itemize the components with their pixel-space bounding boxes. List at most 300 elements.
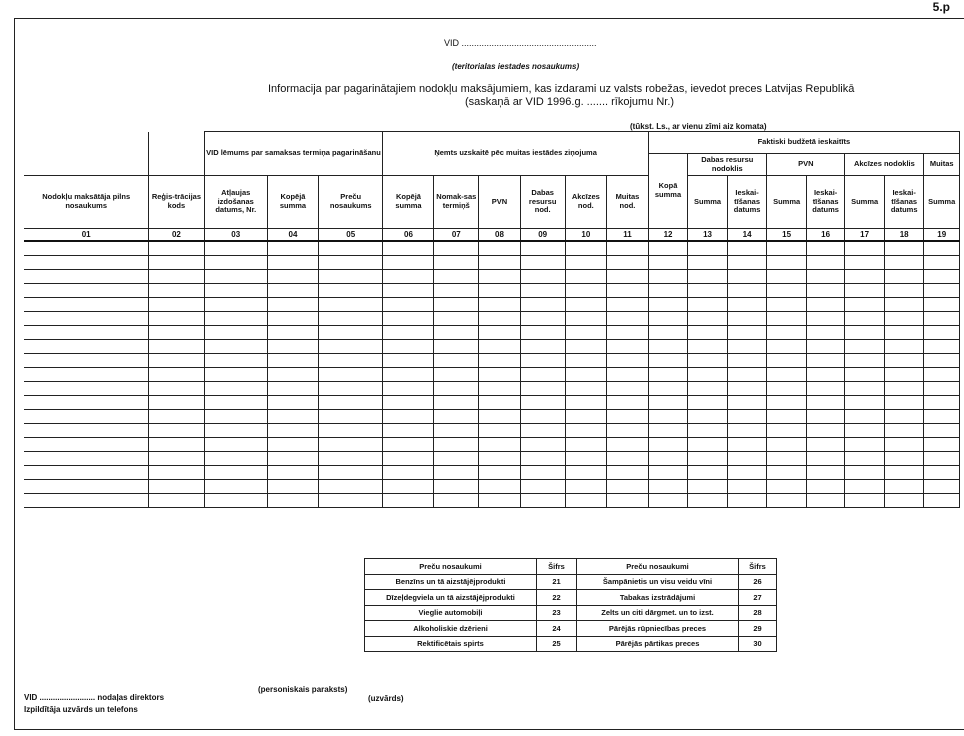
table-cell — [727, 284, 767, 298]
table-cell — [479, 494, 521, 508]
table-cell — [884, 354, 924, 368]
table-cell — [648, 410, 688, 424]
group-budget: Faktiski budžetā ieskaitīts — [648, 132, 959, 154]
table-cell — [434, 424, 479, 438]
column-number: 09 — [520, 229, 565, 242]
table-cell — [806, 396, 844, 410]
table-cell — [767, 284, 807, 298]
table-cell — [318, 396, 383, 410]
table-cell — [479, 284, 521, 298]
table-cell — [520, 480, 565, 494]
table-row — [24, 480, 960, 494]
table-cell — [727, 480, 767, 494]
table-cell — [924, 424, 960, 438]
table-cell — [565, 326, 607, 340]
table-row — [24, 256, 960, 270]
table-cell — [806, 270, 844, 284]
table-cell — [806, 466, 844, 480]
table-cell — [24, 382, 149, 396]
table-cell — [845, 452, 885, 466]
table-cell — [204, 410, 267, 424]
table-cell — [318, 438, 383, 452]
col-taken-total: Kopējā summa — [383, 176, 434, 229]
table-cell — [727, 382, 767, 396]
table-cell — [479, 368, 521, 382]
table-cell — [688, 354, 728, 368]
table-cell — [688, 396, 728, 410]
table-cell — [383, 396, 434, 410]
table-cell — [318, 382, 383, 396]
table-cell — [267, 354, 318, 368]
table-cell — [267, 396, 318, 410]
table-cell — [267, 438, 318, 452]
table-cell — [24, 480, 149, 494]
table-cell — [924, 368, 960, 382]
table-cell — [318, 494, 383, 508]
table-cell — [565, 466, 607, 480]
table-cell — [806, 452, 844, 466]
table-cell — [520, 270, 565, 284]
table-cell — [924, 396, 960, 410]
col-sum-cut: Summa — [924, 176, 960, 229]
table-cell — [479, 424, 521, 438]
table-cell — [884, 424, 924, 438]
table-cell — [565, 298, 607, 312]
table-cell — [24, 452, 149, 466]
table-cell — [648, 312, 688, 326]
table-cell — [267, 241, 318, 256]
codes-row — [365, 636, 777, 652]
table-cell — [479, 270, 521, 284]
table-cell — [845, 326, 885, 340]
table-cell — [727, 340, 767, 354]
table-cell — [884, 438, 924, 452]
col-excise-tax: Akcīzes nod. — [565, 176, 607, 229]
table-cell — [149, 410, 204, 424]
table-cell — [607, 354, 649, 368]
table-cell — [149, 312, 204, 326]
table-cell — [565, 241, 607, 256]
table-cell — [806, 256, 844, 270]
table-cell — [845, 284, 885, 298]
table-cell — [727, 256, 767, 270]
table-cell — [727, 298, 767, 312]
col-reg-code: Reģis-trācijas kods — [149, 176, 204, 229]
table-cell — [845, 494, 885, 508]
table-cell — [318, 452, 383, 466]
sub-excise: Akcīzes nodoklis — [845, 154, 924, 176]
table-row — [24, 452, 960, 466]
table-cell — [24, 368, 149, 382]
table-cell — [565, 396, 607, 410]
table-cell — [806, 312, 844, 326]
table-cell — [767, 354, 807, 368]
table-cell — [884, 284, 924, 298]
table-cell — [688, 340, 728, 354]
table-cell — [383, 284, 434, 298]
table-cell — [565, 256, 607, 270]
column-number: 03 — [204, 229, 267, 242]
table-cell — [607, 241, 649, 256]
table-cell — [727, 270, 767, 284]
table-cell — [806, 410, 844, 424]
table-cell — [727, 438, 767, 452]
table-cell — [434, 270, 479, 284]
table-cell — [520, 452, 565, 466]
table-cell — [727, 241, 767, 256]
table-cell — [727, 424, 767, 438]
table-cell — [520, 241, 565, 256]
column-number: 12 — [648, 229, 688, 242]
table-cell — [648, 340, 688, 354]
units-note: (tūkst. Ls., ar vienu zīmi aiz komata) — [630, 122, 767, 131]
table-cell — [727, 368, 767, 382]
table-cell — [648, 382, 688, 396]
table-cell — [479, 312, 521, 326]
table-cell — [767, 298, 807, 312]
codes-header-goods: Preču nosaukumi — [365, 559, 537, 575]
table-cell — [806, 354, 844, 368]
table-cell — [383, 256, 434, 270]
table-cell — [688, 438, 728, 452]
table-cell — [884, 298, 924, 312]
table-cell — [149, 284, 204, 298]
column-numbers-row — [24, 229, 960, 242]
table-cell — [565, 438, 607, 452]
table-cell — [607, 382, 649, 396]
codes-row — [365, 590, 777, 606]
table-cell — [479, 452, 521, 466]
table-cell — [479, 241, 521, 256]
table-cell — [806, 438, 844, 452]
table-cell — [924, 438, 960, 452]
table-row — [24, 396, 960, 410]
table-cell — [204, 396, 267, 410]
table-row — [24, 340, 960, 354]
table-cell — [149, 354, 204, 368]
table-cell — [434, 241, 479, 256]
table-cell — [845, 340, 885, 354]
table-cell — [845, 410, 885, 424]
table-cell — [204, 368, 267, 382]
table-cell — [204, 382, 267, 396]
table-cell — [924, 466, 960, 480]
col-date: Ieskai-tīšanas datums — [806, 176, 844, 229]
table-cell — [204, 284, 267, 298]
table-cell — [434, 452, 479, 466]
table-cell — [520, 494, 565, 508]
table-cell — [520, 382, 565, 396]
sub-customs: Muitas — [924, 154, 960, 176]
table-cell — [688, 466, 728, 480]
table-cell — [607, 494, 649, 508]
codes-goods-name: Dīzeļdegviela un tā aizstājējprodukti — [365, 590, 537, 606]
column-number: 05 — [318, 229, 383, 242]
table-cell — [565, 382, 607, 396]
table-cell — [924, 241, 960, 256]
table-cell — [318, 326, 383, 340]
column-number: 01 — [24, 229, 149, 242]
table-cell — [767, 270, 807, 284]
table-cell — [767, 312, 807, 326]
table-cell — [479, 396, 521, 410]
table-cell — [648, 354, 688, 368]
table-cell — [479, 382, 521, 396]
column-number: 07 — [434, 229, 479, 242]
table-cell — [267, 382, 318, 396]
table-cell — [520, 312, 565, 326]
table-cell — [648, 256, 688, 270]
table-cell — [434, 368, 479, 382]
table-cell — [383, 270, 434, 284]
table-cell — [648, 241, 688, 256]
table-cell — [267, 494, 318, 508]
table-cell — [24, 424, 149, 438]
table-cell — [727, 354, 767, 368]
table-cell — [648, 466, 688, 480]
table-cell — [767, 382, 807, 396]
table-cell — [204, 326, 267, 340]
table-cell — [607, 424, 649, 438]
group-decision: VID lēmums par samaksas termiņa pagarināšanu — [204, 132, 383, 176]
table-cell — [565, 452, 607, 466]
table-cell — [434, 410, 479, 424]
table-cell — [767, 424, 807, 438]
table-cell — [727, 452, 767, 466]
table-cell — [479, 410, 521, 424]
table-cell — [607, 368, 649, 382]
col-customs-fee: Nomak-sas termiņš — [434, 176, 479, 229]
table-cell — [565, 410, 607, 424]
table-cell — [318, 298, 383, 312]
table-cell — [434, 466, 479, 480]
table-cell — [767, 396, 807, 410]
table-row — [24, 382, 960, 396]
table-cell — [884, 368, 924, 382]
table-cell — [149, 494, 204, 508]
table-cell — [767, 256, 807, 270]
col-pvn: PVN — [479, 176, 521, 229]
table-cell — [383, 410, 434, 424]
table-cell — [149, 241, 204, 256]
table-cell — [383, 340, 434, 354]
codes-code: 30 — [739, 636, 777, 652]
col-payer: Nodokļu maksātāja pilns nosaukums — [24, 176, 149, 229]
table-cell — [607, 480, 649, 494]
territorial-caption: (teritorialas iestades nosaukums) — [452, 62, 580, 71]
table-cell — [648, 396, 688, 410]
column-number: 17 — [845, 229, 885, 242]
column-number: 14 — [727, 229, 767, 242]
table-cell — [884, 382, 924, 396]
table-cell — [767, 368, 807, 382]
table-cell — [434, 438, 479, 452]
col-date: Ieskai-tīšanas datums — [884, 176, 924, 229]
table-cell — [24, 438, 149, 452]
table-row — [24, 270, 960, 284]
table-cell — [149, 256, 204, 270]
codes-row — [365, 621, 777, 637]
table-cell — [479, 340, 521, 354]
table-cell — [565, 354, 607, 368]
table-cell — [318, 312, 383, 326]
table-cell — [149, 466, 204, 480]
table-cell — [648, 438, 688, 452]
table-cell — [24, 326, 149, 340]
column-number: 11 — [607, 229, 649, 242]
table-cell — [688, 452, 728, 466]
table-cell — [565, 312, 607, 326]
table-cell — [648, 452, 688, 466]
table-cell — [149, 480, 204, 494]
table-cell — [434, 340, 479, 354]
col-total-budget: Kopā summa — [648, 154, 688, 229]
table-cell — [845, 270, 885, 284]
table-cell — [24, 298, 149, 312]
codes-header-goods: Preču nosaukumi — [577, 559, 739, 575]
signature-caption: (personiskais paraksts) — [258, 685, 348, 694]
table-cell — [149, 368, 204, 382]
table-cell — [688, 382, 728, 396]
table-cell — [479, 466, 521, 480]
table-row — [24, 438, 960, 452]
table-cell — [383, 354, 434, 368]
table-cell — [267, 312, 318, 326]
table-cell — [884, 312, 924, 326]
table-cell — [845, 382, 885, 396]
table-cell — [884, 340, 924, 354]
table-cell — [845, 480, 885, 494]
table-cell — [149, 396, 204, 410]
table-cell — [845, 424, 885, 438]
col-goods-name: Preču nosaukums — [318, 176, 383, 229]
codes-row — [365, 605, 777, 621]
table-cell — [383, 452, 434, 466]
table-cell — [318, 466, 383, 480]
table-cell — [318, 270, 383, 284]
table-cell — [318, 284, 383, 298]
codes-header-code: Šifrs — [739, 559, 777, 575]
column-number: 10 — [565, 229, 607, 242]
column-number: 16 — [806, 229, 844, 242]
table-cell — [924, 354, 960, 368]
codes-code: 23 — [537, 605, 577, 621]
table-cell — [149, 340, 204, 354]
column-number: 13 — [688, 229, 728, 242]
col-sum: Summa — [688, 176, 728, 229]
form-title: Informacija par pagarinātajiem nodokļu maksājumiem, kas izdarami uz valsts robežas, ievedot preces Latvijas Republikā — [268, 83, 855, 95]
codes-code: 26 — [739, 574, 777, 590]
table-cell — [383, 466, 434, 480]
table-cell — [884, 326, 924, 340]
table-cell — [204, 452, 267, 466]
column-number: 08 — [479, 229, 521, 242]
table-cell — [806, 326, 844, 340]
codes-goods-name: Pārējās rūpniecības preces — [577, 621, 739, 637]
codes-code: 24 — [537, 621, 577, 637]
table-cell — [434, 382, 479, 396]
column-number: 19 — [924, 229, 960, 242]
table-cell — [924, 410, 960, 424]
table-cell — [204, 354, 267, 368]
table-row — [24, 368, 960, 382]
table-cell — [204, 312, 267, 326]
table-cell — [267, 368, 318, 382]
table-cell — [318, 410, 383, 424]
table-cell — [318, 340, 383, 354]
table-cell — [924, 284, 960, 298]
table-cell — [688, 410, 728, 424]
table-cell — [267, 284, 318, 298]
table-cell — [884, 466, 924, 480]
table-cell — [565, 494, 607, 508]
col-sum: Summa — [845, 176, 885, 229]
codes-goods-name: Tabakas izstrādājumi — [577, 590, 739, 606]
table-cell — [845, 298, 885, 312]
table-cell — [149, 438, 204, 452]
table-cell — [24, 284, 149, 298]
table-cell — [648, 270, 688, 284]
table-cell — [520, 396, 565, 410]
column-number: 04 — [267, 229, 318, 242]
table-row — [24, 326, 960, 340]
table-cell — [24, 354, 149, 368]
table-cell — [520, 298, 565, 312]
table-cell — [924, 480, 960, 494]
director-line: VID ......................... nodaļas direktors — [24, 693, 165, 702]
table-cell — [884, 452, 924, 466]
table-cell — [845, 256, 885, 270]
table-cell — [267, 452, 318, 466]
table-cell — [24, 340, 149, 354]
table-row — [24, 410, 960, 424]
table-cell — [267, 466, 318, 480]
table-cell — [318, 354, 383, 368]
table-cell — [607, 410, 649, 424]
table-cell — [884, 410, 924, 424]
table-cell — [688, 424, 728, 438]
codes-code: 25 — [537, 636, 577, 652]
table-cell — [24, 270, 149, 284]
table-cell — [806, 368, 844, 382]
table-cell — [434, 396, 479, 410]
table-cell — [434, 256, 479, 270]
column-number: 15 — [767, 229, 807, 242]
table-cell — [607, 256, 649, 270]
table-cell — [267, 410, 318, 424]
table-row — [24, 354, 960, 368]
table-cell — [267, 480, 318, 494]
table-cell — [806, 284, 844, 298]
table-cell — [434, 298, 479, 312]
table-cell — [383, 424, 434, 438]
table-cell — [767, 494, 807, 508]
table-cell — [204, 466, 267, 480]
table-cell — [149, 326, 204, 340]
table-cell — [24, 256, 149, 270]
codes-code: 27 — [739, 590, 777, 606]
executor-line: Izpildītāja uzvārds un telefons — [24, 705, 138, 714]
table-cell — [520, 466, 565, 480]
table-row — [24, 284, 960, 298]
table-cell — [479, 256, 521, 270]
table-cell — [479, 326, 521, 340]
table-cell — [383, 326, 434, 340]
table-cell — [204, 298, 267, 312]
table-cell — [383, 368, 434, 382]
col-date: Ieskai-tīšanas datums — [727, 176, 767, 229]
table-cell — [318, 241, 383, 256]
